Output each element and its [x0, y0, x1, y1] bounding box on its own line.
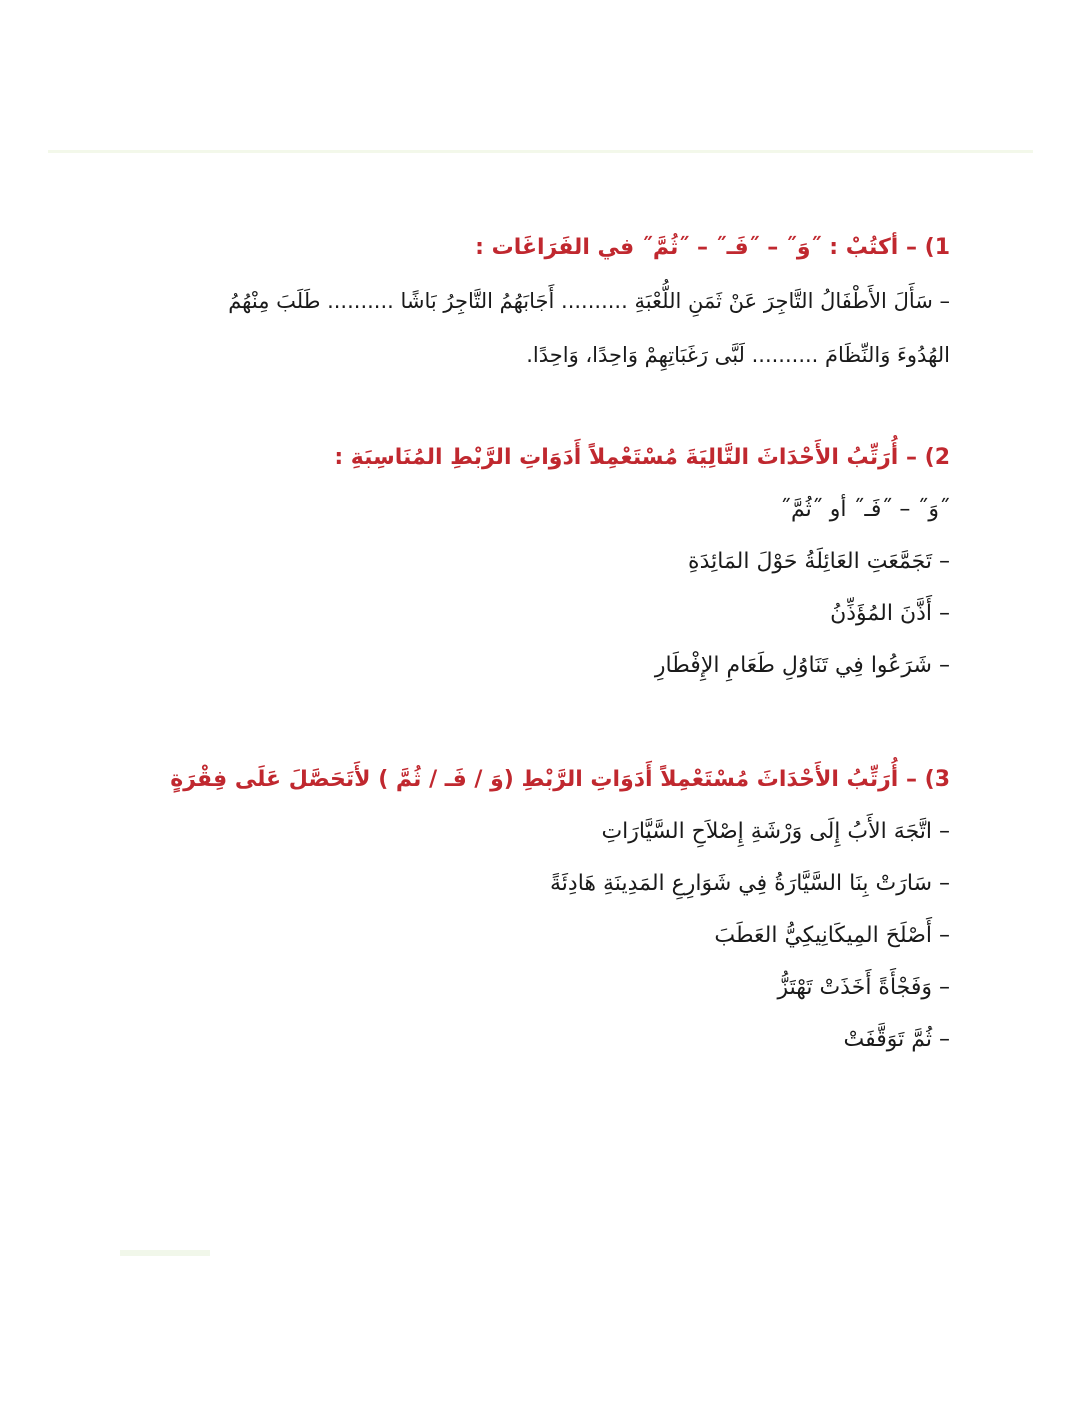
exercise-1-paragraph [120, 274, 950, 382]
exercise-1-line-1: – سَأَلَ الأَطْفَالُ التَّاجِرَ عَنْ ثَمَنِ اللُّعْبَةِ .......... أَجَابَهُمُ التَّاجِرُ بَاشًا .......... طَلَبَ مِنْهُمُ [228, 289, 950, 313]
exercise-2-connectors: ˝وَ˝ – ˝فَـ˝ أو ˝ثُمَّ˝ [779, 497, 950, 522]
exercise-1-line-2: الهُدُوءَ وَالنِّظَامَ .......... لَبَّى رَغَبَاتِهِمْ وَاحِدًا، وَاحِدًا. [526, 343, 950, 367]
bottom-mark [120, 1250, 210, 1256]
exercise-2-item: – شَرَعُوا فِي تَنَاوُلِ طَعَامِ الإِفْطَارِ [654, 653, 950, 678]
exercise-2-item: – تَجَمَّعَتِ العَائِلَةُ حَوْلَ المَائِدَةِ [688, 549, 950, 574]
exercise-1-title: 1) – أكتُبْ : ˝وَ˝ – ˝فَـ˝ – ˝ثُمَّ˝ في الفَرَاغَات : [475, 235, 950, 260]
exercise-3-item: – اتَّجَهَ الأَبُ إِلَى وَرْشَةِ إِصْلاَحِ السَّيَّارَاتِ [601, 819, 950, 844]
exercise-3-item: – سَارَتْ بِنَا السَّيَّارَةُ فِي شَوَارِعِ المَدِينَةِ هَادِئَةً [550, 871, 950, 896]
exercise-3-item: – ثُمَّ تَوَقَّفَتْ [843, 1027, 950, 1052]
top-divider [48, 150, 1033, 153]
exercise-2-item: – أَذَّنَ المُؤَذِّنُ [830, 601, 950, 626]
exercise-2 [120, 432, 950, 754]
worksheet [120, 222, 950, 1066]
exercise-2-title: 2) – أُرَتِّبُ الأَحْدَاثَ التَّالِيَةَ مُسْتَعْمِلاً أَدَوَاتِ الرَّبْطِ المُنَاسِبَةِ : [334, 445, 950, 470]
exercise-3 [120, 754, 950, 1066]
exercise-3-item: – أَصْلَحَ المِيكَانِيكِيُّ العَطَبَ [714, 923, 950, 948]
exercise-1 [120, 222, 950, 432]
exercise-3-title: 3) – أُرَتِّبُ الأَحْدَاثَ مُسْتَعْمِلاً أَدَوَاتِ الرَّبْطِ (وَ / فَـ / ثُمَّ ) لأَتَحَصَّلَ عَلَى فِقْرَةٍ [170, 767, 950, 792]
exercise-3-item: – وَفَجْأَةً أَخَذَتْ تَهْتَزُّ [777, 975, 950, 1000]
